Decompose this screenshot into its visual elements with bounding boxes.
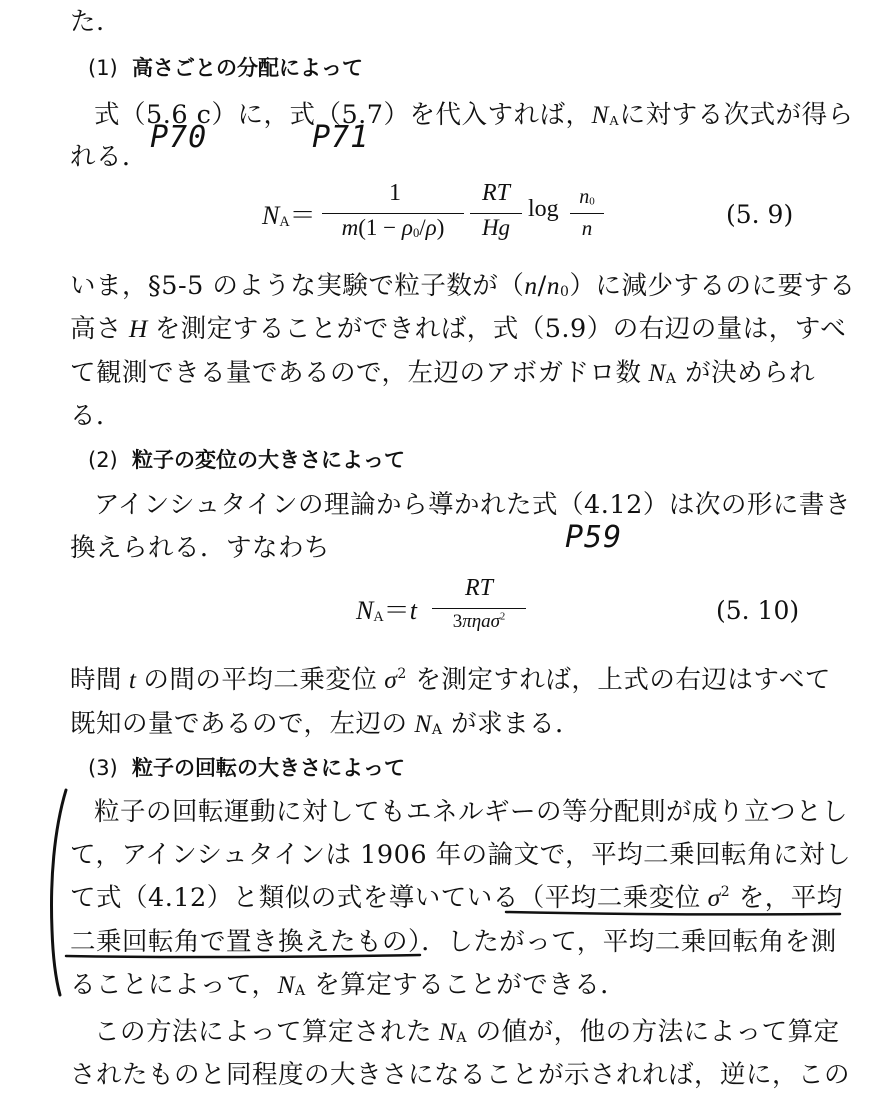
text-line: て，アインシュタインは 1906 年の論文で，平均二乗回転角に対し — [70, 840, 852, 870]
text-line: 時間 t の間の平均二乗変位 $\sigma^2$ を測定すれば，上式の右辺はすべて — [70, 665, 831, 695]
text-line: 高さ H を測定することができれば，式（5.9）の右辺の量は，すべ — [70, 314, 847, 344]
text-line: 式（5.6 c）に，式（5.7）を代入すれば，NAに対する次式が得ら — [94, 100, 854, 130]
handwritten-page-note: P71 — [312, 120, 370, 155]
text-line: て観測できる量であるので，左辺のアボガドロ数 NA が決められ — [70, 358, 816, 388]
text-line: 二乗回転角で置き換えたもの）．したがって，平均二乗回転角を測 — [70, 927, 837, 957]
text-line: 既知の量であるので，左辺の NA が求まる． — [70, 709, 582, 739]
text-line: いま，§5-5 のような実験で粒子数が（n/n0）に減少するのに要する — [70, 271, 856, 301]
text-line: れる． — [70, 142, 149, 172]
section-heading-1: (1) 高さごとの分配によって — [88, 56, 363, 80]
text-line: 換えられる．すなわち — [70, 533, 331, 563]
text-line: た. — [70, 7, 105, 37]
text-line: ることによって，NA を算定することができる． — [70, 970, 627, 1000]
underline-mark — [66, 955, 420, 957]
margin-bracket-mark — [52, 790, 66, 995]
text-line: て式（4.12）と類似の式を導いている（平均二乗変位 $\sigma^2$ を，平均 — [70, 883, 843, 913]
section-heading-2: (2) 粒子の変位の大きさによって — [88, 448, 405, 472]
text-line: この方法によって算定された NA の値が，他の方法によって算定 — [94, 1017, 840, 1047]
underline-mark — [506, 912, 840, 914]
section-heading-3: (3) 粒子の回転の大きさによって — [88, 756, 405, 780]
handwritten-page-note: P70 — [150, 120, 208, 155]
text-line: されたものと同程度の大きさになることが示されれば，逆に，この — [70, 1060, 851, 1090]
text-line: 粒子の回転運動に対してもエネルギーの等分配則が成り立つとし — [94, 797, 849, 827]
equation-number: (5. 9) — [726, 200, 794, 229]
text-line: る． — [70, 401, 123, 431]
text-line: アインシュタインの理論から導かれた式（4.12）は次の形に書き — [94, 490, 851, 520]
handwritten-page-note: P59 — [565, 520, 623, 555]
document-page: た. (1) 高さごとの分配によって 式（5.6 c）に，式（5.7）を代入すれば，NAに対する次式が得ら れる． P70 P71 NA＝ 1 m(1 − ρ0/ρ) RT Hg log n0 n (5. 9) いま，§5-5 のような実験で粒子数が（n/n0）に減少するのに要する 高さ H を測定することができれば，式（5.9）の右辺の量は，すべ て観測できる量であるので，左辺のアボガドロ数 NA が決められ る． (2) 粒子の変位の大きさによって アインシュタインの理論から導かれた式（4.12）は次の形に書き 換えられる．すなわち P59 NA＝t RT 3πηaσ$^2$ (5. 10) 時間 t の間の平均二乗変位 $\sigma^2$ を測定すれば，上式の右辺はすべて 既知の量であるので，左辺の NA が求まる． (3) 粒子の回転の大きさによって 粒子の回転運動に対してもエネルギーの等分配則が成り立つとし て，アインシュタインは 1906 年の論文で，平均二乗回転角に対し て式（4.12）と類似の式を導いている（平均二乗変位 $\sigma^2$ を，平均 二乗回転角で置き換えたもの）．したがって，平均二乗回転角を測 ることによって，NA を算定することができる． この方法によって算定された NA の値が，他の方法によって算定 されたものと同程度の大きさになることが示されれば，逆に，この — [0, 0, 891, 1098]
equation-number: (5. 10) — [716, 596, 800, 625]
